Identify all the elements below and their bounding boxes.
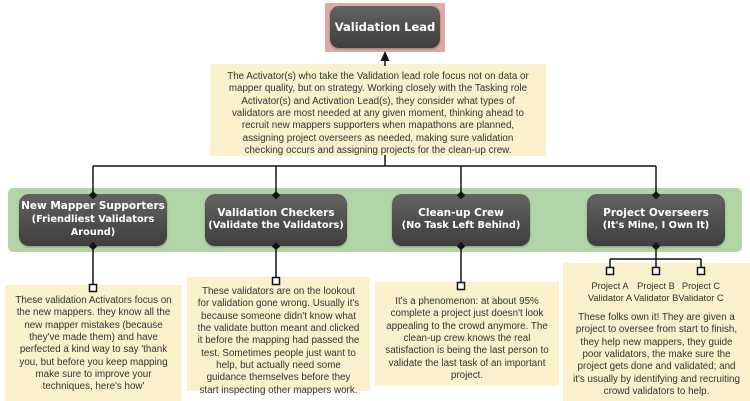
validation-lead-node	[330, 6, 440, 48]
validation-lead-label: Validation Lead	[334, 20, 436, 34]
description-text: It's a phenomenon: at about 95% complete a project just doesn't look appealing to the crowd anymore. The clean-up crew knows the real satisfaction is being the last person to validate the last task of an important project.	[385, 296, 549, 382]
description-note-clean-up-crew	[375, 282, 559, 386]
intro-note-text: The Activator(s) who take the Validation lead role focus not on data or mapper quality, but on strategy. Working closely with the Tasking role Activator(s) and Activation Lead(s), they consider what types of validators are most needed at any given moment, thinking ahead to recruit new mappers supporters when mapathons are planned, assigning project overseers as needed, making sure validation checking occurs and assigning projects for the clean-up crew.	[227, 71, 529, 157]
project-c-label	[672, 281, 730, 304]
description-note-new-mapper-supporters	[5, 285, 182, 401]
role-title: Clean-up Crew	[418, 206, 504, 219]
arrow-up-icon	[381, 51, 390, 61]
project-name: Project C	[681, 281, 721, 291]
role-title: New Mapper Supporters	[21, 200, 165, 213]
role-node-clean-up-crew	[392, 194, 530, 246]
validator-name: Validator C	[678, 292, 724, 303]
role-title: Project Overseers	[603, 206, 709, 219]
role-node-new-mapper-supporters	[19, 194, 167, 246]
project-name: Project B	[637, 281, 675, 291]
validator-name: Validator B	[633, 292, 679, 303]
description-text: These validators are on the lookout for validation gone wrong. Usually it's because someone didn't know what the validate button meant and clicked it before the mapping had passed the test. Sometimes people just want to help, but actually need some guidance themselves before they start inspecting other mappers work.	[197, 286, 360, 396]
role-title: Validation Checkers	[217, 206, 335, 219]
validation-lead-frame	[325, 3, 445, 52]
role-subtitle: (It's Mine, I Own It)	[602, 220, 710, 232]
description-text: These folks own it! They are given a project to oversee from start to finish, they help new mappers, they guide poor validators, the make sure the project gets done and validated; and it's usually by identifying and recruiting crowd validators to help.	[573, 312, 740, 398]
role-subtitle: (No Task Left Behind)	[401, 220, 521, 232]
description-note-validation-checkers	[187, 277, 370, 396]
project-name: Project A	[591, 281, 629, 291]
role-subtitle: (Validate the Validators)	[208, 220, 344, 232]
role-node-validation-checkers	[205, 194, 347, 246]
intro-note	[210, 64, 546, 156]
role-subtitle: (Friendliest Validators Around)	[31, 214, 155, 238]
validator-name: Validator A	[587, 292, 633, 303]
description-text: These validation Activators focus on the new mappers. they know all the new mapper mistakes (because they've made them) and have perfected a kind way to say 'thank you, but before you keep mapping make sure to improve your techniques, here's how'	[15, 295, 172, 393]
role-node-project-overseers	[587, 194, 725, 246]
